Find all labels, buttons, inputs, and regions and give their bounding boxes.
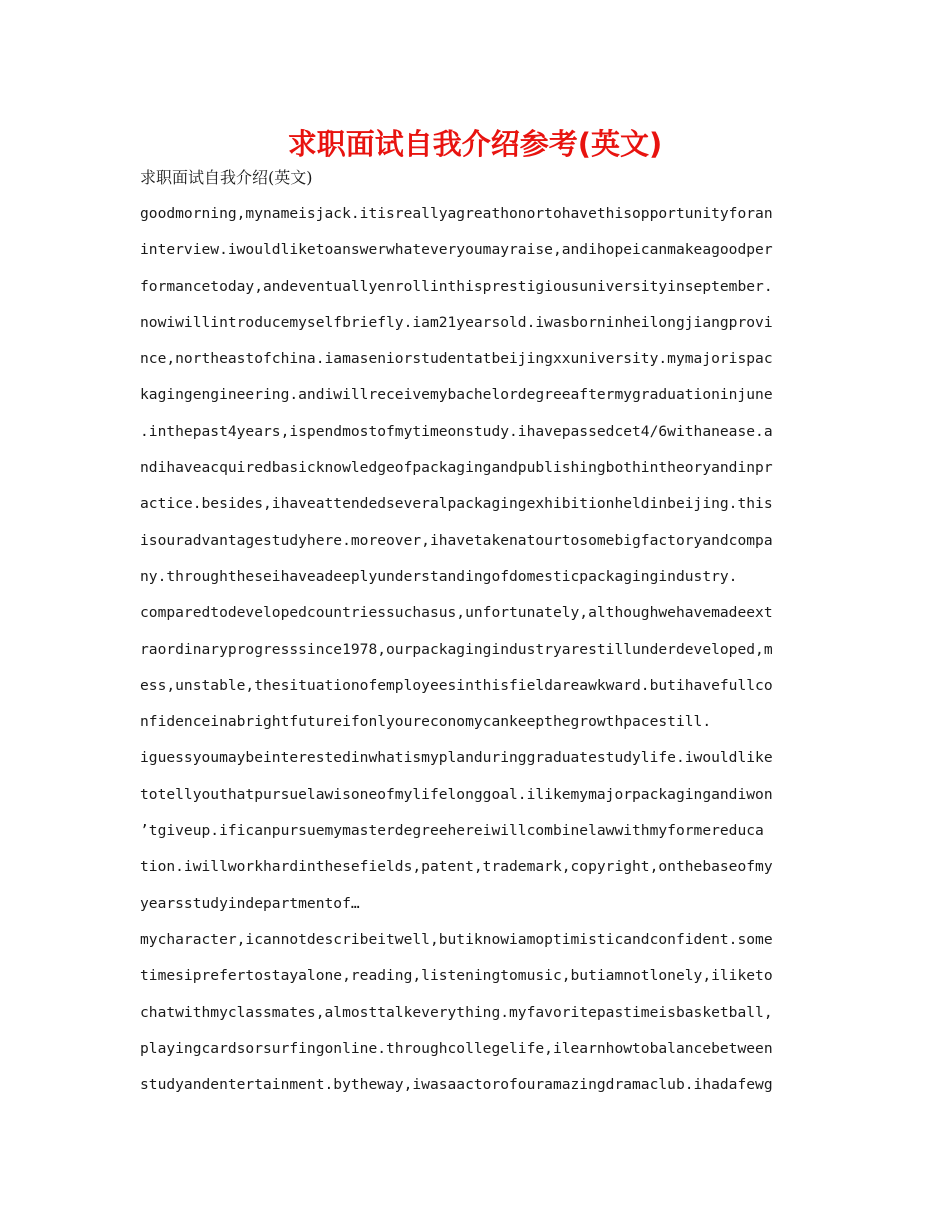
body-text-line: actice.besides,ihaveattendedseveralpackagingexhibitionheldinbeijing.this [140, 495, 773, 513]
body-text-line: isouradvantagestudyhere.moreover,ihavetakenatourtosomebigfactoryandcompa [140, 531, 773, 549]
body-text-line: nfidenceinabrightfutureifonlyoureconomycankeepthegrowthpacestill. [140, 713, 712, 731]
body-text-line: mycharacter,icannotdescribeitwell,butiknowiamoptimisticandconfident.some [140, 930, 773, 948]
body-text-line: comparedtodevelopedcountriessuchasus,unfortunately,althoughwehavemadeext [140, 604, 773, 622]
body-text-line: nce,northeastofchina.iamaseniorstudentatbeijingxxuniversity.mymajorispac [140, 350, 773, 368]
body-text-line: raordinaryprogresssince1978,ourpackagingindustryarestillunderdeveloped,m [140, 640, 773, 658]
document-body [140, 198, 812, 1105]
body-text-line: chatwithmyclassmates,almosttalkeverything.myfavoritepastimeisbasketball, [140, 1003, 773, 1021]
body-text-line: tion.iwillworkhardinthesefields,patent,trademark,copyright,onthebaseofmy [140, 858, 773, 876]
body-text-line: nowiwillintroducemyselfbriefly.iam21yearsold.iwasborninheilongjiangprovi [140, 313, 773, 331]
body-text-line: studyandentertainment.bytheway,iwasaactorofouramazingdramaclub.ihadafewg [140, 1076, 773, 1094]
body-text-line: totellyouthatpursuelawisoneofmylifelonggoal.ilikemymajorpackagingandiwon [140, 785, 773, 803]
body-text-line: playingcardsorsurfingonline.throughcollegelife,ilearnhowtobalancebetween [140, 1039, 773, 1057]
body-text-line: ’tgiveup.ificanpursuemymasterdegreehereiwillcombinelawwithmyformereduca [140, 822, 764, 840]
body-text-line: iguessyoumaybeinterestedinwhatismyplanduringgraduatestudylife.iwouldlike [140, 749, 773, 767]
document-title: 求职面试自我介绍参考(英文) [287, 127, 663, 161]
body-text-line: ny.throughtheseihaveadeeplyunderstandingofdomesticpackagingindustry. [140, 567, 738, 585]
body-text-line: goodmorning,mynameisjack.itisreallyagreathonortohavethisopportunityforan [140, 205, 773, 222]
body-text-line: interview.iwouldliketoanswerwhateveryoumayraise,andihopeicanmakeagoodper [140, 241, 773, 259]
body-text-line: ess,unstable,thesituationofemployeesinthisfieldareawkward.butihavefullco [140, 676, 773, 694]
body-text-line: .inthepast4years,ispendmostofmytimeonstudy.ihavepassedcet4/6withanease.a [140, 422, 773, 440]
body-text-line: formancetoday,andeventuallyenrollinthisprestigiousuniversityinseptember. [140, 277, 773, 295]
body-text-line: timesiprefertostayalone,reading,listeningtomusic,butiamnotlonely,iliketo [140, 967, 773, 985]
document-subtitle: 求职面试自我介绍(英文) [140, 168, 313, 187]
body-text-line: yearsstudyindepartmentof… [140, 894, 360, 912]
body-text-line: kagingengineering.andiwillreceivemybachelordegreeaftermygraduationinjune [140, 386, 773, 404]
body-text-line: ndihaveacquiredbasicknowledgeofpackagingandpublishingbothintheoryandinpr [140, 459, 773, 477]
